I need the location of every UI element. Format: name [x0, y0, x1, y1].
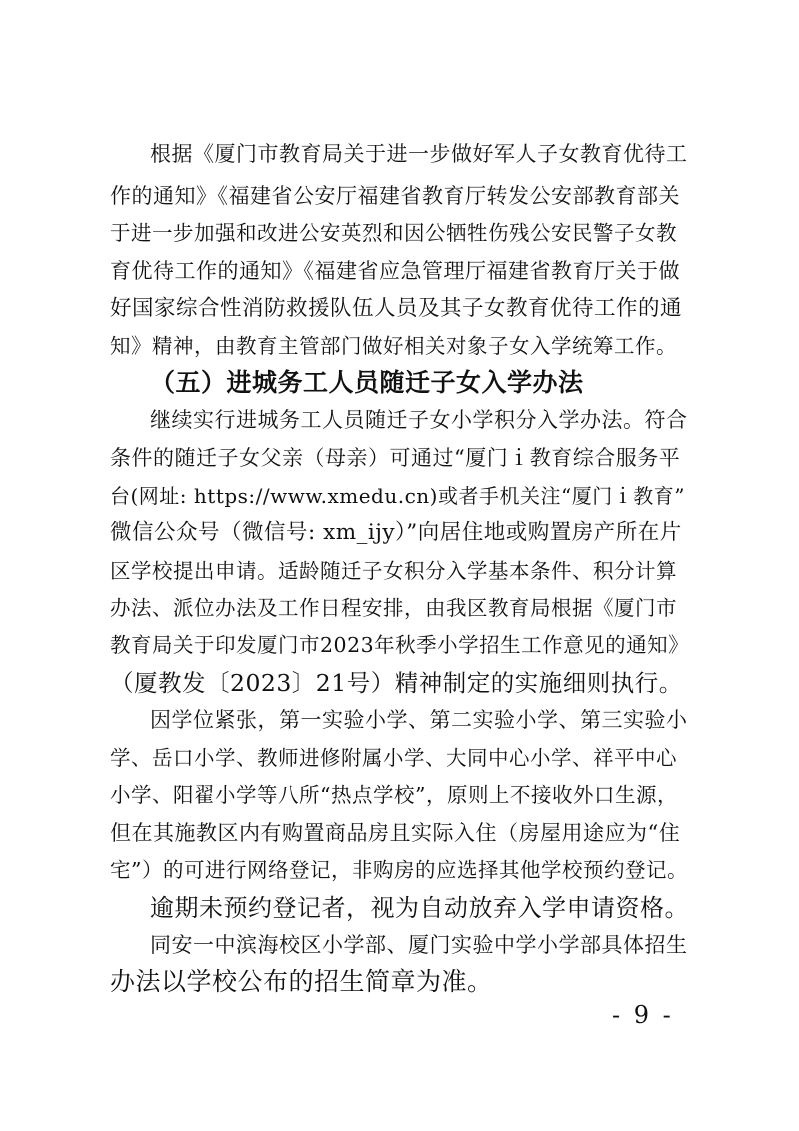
paragraph-3-line-7: 教育局关于印发厦门市2023年秋季小学招生工作意见的通知》: [110, 633, 690, 657]
paragraph-1-line-5: 好国家综合性消防救援队伍人员及其子女教育优待工作的通: [110, 296, 683, 321]
page-number: - 9 -: [612, 1001, 674, 1029]
paragraph-6-line-2: 办法以学校公布的招生简章为准。: [110, 967, 493, 996]
paragraph-3-line-4: 微信公众号（微信号: xm_ijy）”向居住地或购置房产所在片: [110, 520, 682, 545]
paragraph-1-line-3: 于进一步加强和改进公安英烈和因公牺牲伤残公安民警子女教: [110, 221, 677, 245]
paragraph-4-line-4: 但在其施教区内有购置商品房且实际入住（房屋用途应为“住: [110, 821, 681, 845]
paragraph-1-line-6: 知》精神，由教育主管部门做好相关对象子女入学统筹工作。: [110, 334, 677, 358]
paragraph-1-line-4: 育优待工作的通知》《福建省应急管理厅福建省教育厅关于做: [110, 259, 680, 283]
paragraph-3-line-2: 条件的随迁子女父亲（母亲）可通过“厦门ｉ教育综合服务平: [110, 446, 681, 470]
paragraph-6-line-1: 同安一中滨海校区小学部、厦门实验中学小学部具体招生: [150, 933, 688, 957]
paragraph-4-line-1: 因学位紧张，第一实验小学、第二实验小学、第三实验小: [150, 708, 688, 732]
paragraph-4-line-3: 小学、阳翟小学等八所“热点学校”，原则上不接收外口生源，: [110, 783, 678, 807]
paragraph-5-line-1: 逾期未预约登记者，视为自动放弃入学申请资格。: [150, 894, 689, 922]
paragraph-3-line-5: 区学校提出申请。适龄随迁子女积分入学基本条件、积分计算: [110, 559, 677, 583]
paragraph-1-line-2: 作的通知》《福建省公安厅福建省教育厅转发公安部教育部关: [110, 184, 680, 208]
paragraph-3-line-1: 继续实行进城务工人员随迁子女小学积分入学办法。符合: [150, 408, 688, 432]
paragraph-3-line-3: 台(网址: https://www.xmedu.cn)或者手机关注“厦门ｉ教育”: [110, 484, 685, 508]
paragraph-3-line-8: （厦教发〔2023〕21号）精神制定的实施细则执行。: [110, 669, 683, 697]
section-heading: （五）进城务工人员随迁子女入学办法: [150, 368, 584, 397]
paragraph-1-line-1: 根据《厦门市教育局关于进一步做好军人子女教育优待工: [150, 142, 688, 166]
paragraph-4-line-2: 学、岳口小学、教师进修附属小学、大同中心小学、祥平中心: [110, 746, 677, 770]
paragraph-4-line-5: 宅”）的可进行网络登记，非购房的应选择其他学校预约登记。: [110, 858, 688, 882]
paragraph-3-line-6: 办法、派位办法及工作日程安排，由我区教育局根据《厦门市: [110, 596, 677, 620]
